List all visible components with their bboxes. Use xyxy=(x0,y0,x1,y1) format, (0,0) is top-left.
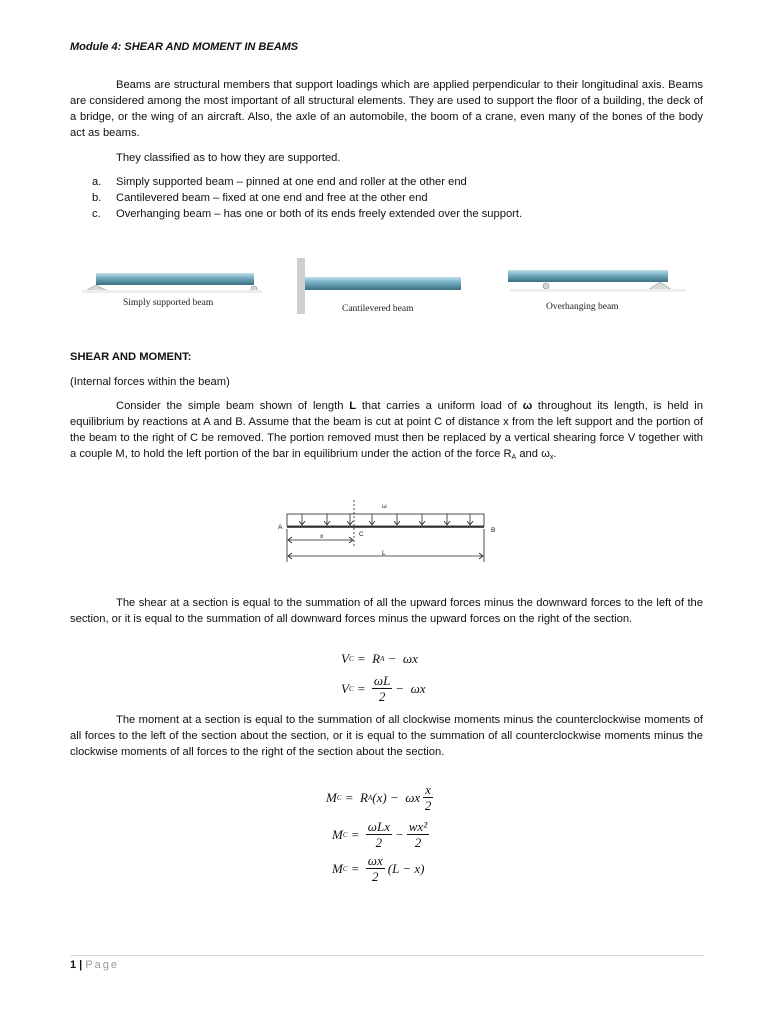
shear-equation-1 xyxy=(341,651,418,667)
subscript: C xyxy=(348,684,354,693)
text-span: that carries a uniform load of xyxy=(356,400,523,412)
numerator: ωx xyxy=(367,853,383,868)
simply-supported-caption: Simply supported beam xyxy=(123,298,214,308)
subscript: x xyxy=(549,454,554,461)
denominator: 2 xyxy=(424,798,432,813)
math-operator: − xyxy=(394,826,404,842)
simple-beam-diagram xyxy=(272,500,504,572)
subscript: C xyxy=(348,655,354,663)
math-text: (L − x) xyxy=(387,860,425,876)
diagram-l-label: L xyxy=(382,550,386,557)
subscript: A xyxy=(380,655,385,663)
length-symbol: L xyxy=(349,400,357,412)
fraction xyxy=(372,673,392,704)
diagram-w-label: ω xyxy=(382,504,387,510)
text-span: Consider the simple beam shown of length xyxy=(116,400,350,412)
footer-divider xyxy=(70,955,704,956)
section-subheading: (Internal forces within the beam) xyxy=(70,376,230,388)
math-text: M xyxy=(332,860,343,876)
beam-types-list xyxy=(70,174,710,222)
section-heading: SHEAR AND MOMENT: xyxy=(70,351,192,363)
fraction xyxy=(407,819,429,850)
math-text: = xyxy=(353,680,369,696)
shear-paragraph: The shear at a section is equal to the summation of all the upward forces minus the downward forces to the left of the section, or it is equal to the summation of all downward forces minus the upward forces on the right of the section. xyxy=(70,597,703,625)
list-item-text: Overhanging beam – has one or both of its ends freely extended over the support. xyxy=(116,208,523,220)
cantilevered-caption: Cantilevered beam xyxy=(342,304,414,314)
beam-description-paragraph xyxy=(70,398,703,466)
math-text: = xyxy=(347,826,363,842)
simply-supported-beam-illustration xyxy=(82,273,262,293)
diagram-x-label: x xyxy=(320,533,324,540)
list-item xyxy=(70,206,710,222)
numerator: ωL xyxy=(373,673,391,688)
text-span: and ω xyxy=(516,448,550,460)
math-text: M xyxy=(332,826,343,842)
classification-intro: They classified as to how they are supported. xyxy=(116,152,341,164)
moment-equation-1 xyxy=(326,782,436,813)
moment-equation-3 xyxy=(332,853,424,884)
list-marker: c. xyxy=(92,208,101,220)
denominator: 2 xyxy=(378,689,386,704)
page-footer xyxy=(70,957,119,973)
list-marker: a. xyxy=(92,176,102,188)
denominator: 2 xyxy=(414,835,422,850)
load-arrows xyxy=(299,514,473,525)
subscript: C xyxy=(342,864,348,873)
numerator: x xyxy=(425,782,431,797)
subscript: C xyxy=(336,793,342,802)
math-text: V xyxy=(341,651,349,666)
overhanging-beam-illustration xyxy=(508,270,686,292)
list-marker: b. xyxy=(92,192,102,204)
math-text: = R xyxy=(353,651,381,666)
page-label: Page xyxy=(85,959,120,971)
moment-equation-2 xyxy=(332,819,432,850)
denominator: 2 xyxy=(372,869,379,884)
overhanging-caption: Overhanging beam xyxy=(546,302,619,312)
math-text: (x) − ωx xyxy=(372,789,421,805)
text-span: . xyxy=(553,448,557,460)
numerator: ωLx xyxy=(367,819,390,834)
list-item-text: Cantilevered beam – fixed at one end and free at the other end xyxy=(116,192,428,204)
math-text: = R xyxy=(341,789,368,805)
math-text: − ωx xyxy=(384,651,418,666)
list-item xyxy=(70,190,710,206)
math-text: M xyxy=(326,789,337,805)
math-text: = xyxy=(347,860,363,876)
load-symbol: ω xyxy=(522,400,533,412)
subscript: C xyxy=(342,830,348,839)
subscript: A xyxy=(511,454,517,461)
subscript: A xyxy=(367,793,373,802)
list-item-text: Simply supported beam – pinned at one end and roller at the other end xyxy=(116,176,467,188)
math-text: − ωx xyxy=(395,680,426,696)
fraction xyxy=(366,819,392,850)
module-title: Module 4: SHEAR AND MOMENT IN BEAMS xyxy=(70,41,299,53)
diagram-c-label: C xyxy=(359,531,364,538)
intro-paragraph: Beams are structural members that support loadings which are applied perpendicular to their longitudinal axis. Beams are considered among the most important of all structural elements. They are used to support the floor of a building, the deck of a bridge, or the wing of an aircraft. Also, the axle of an automobile, the boom of a crane, even many of the bones of the body act as beams. xyxy=(70,79,703,139)
math-text: V xyxy=(341,680,349,696)
denominator: 2 xyxy=(375,835,383,850)
footer-separator: | xyxy=(76,959,86,971)
shear-equation-2 xyxy=(341,673,426,704)
fraction xyxy=(423,782,433,813)
numerator: wx² xyxy=(408,819,428,834)
page-number: 1 xyxy=(70,959,77,971)
diagram-a-label: A xyxy=(278,524,283,531)
text-span: throughout its length, is held in equilibrium by reactions at A and B. Assume that the beam is cut at point C of distance x from the left support and the portion of the beam to the right of C be removed. The portion removed must then be replaced by a vertical shearing force V together with a couple M, to hold the left portion of the bar in equilibrium under the action of the force R xyxy=(70,400,704,460)
list-item xyxy=(70,174,710,190)
moment-paragraph: The moment at a section is equal to the summation of all clockwise moments minus the counterclockwise moments of all forces to the left of the section about the section, or it is equal to the summation of all counterclockwise moments minus the clockwise moments of all forces to the right of the section about the section. xyxy=(70,714,703,758)
fraction xyxy=(366,853,385,884)
diagram-b-label: B xyxy=(491,527,496,534)
